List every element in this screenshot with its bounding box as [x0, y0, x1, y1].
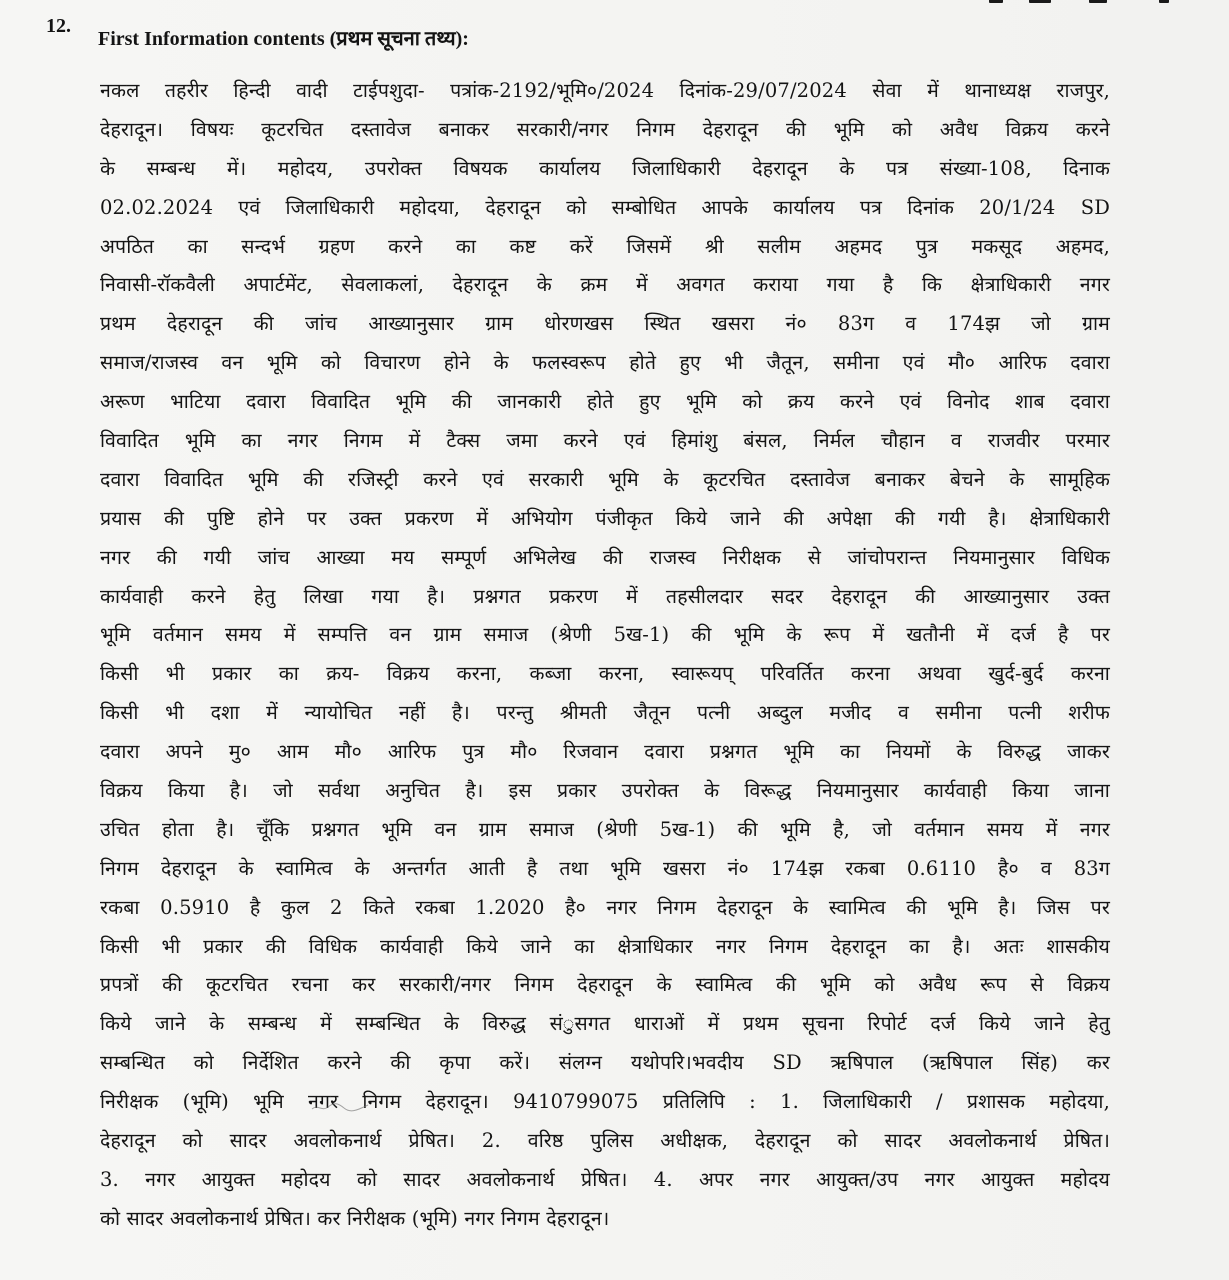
text-line: प्रयास की पुष्टि होने पर उक्त प्रकरण में अभियोग पंजीकृत किये जाने की अपेक्षा की गयी है। क्षेत्राधिकारी: [100, 506, 1110, 530]
text-line: देहरादून। विषयः कूटरचित दस्तावेज बनाकर सरकारी/नगर निगम देहरादून की भूमि को अवैध विक्रय करने: [100, 117, 1110, 141]
text-fragment: [989, 0, 1003, 3]
text-line: 3. नगर आयुक्त महोदय को सादर अवलोकनार्थ प्रेषित। 4. अपर नगर आयुक्त/उप नगर आयुक्त महोदय: [100, 1167, 1110, 1191]
text-line: प्रथम देहरादून की जांच आख्यानुसार ग्राम धोरणखस स्थित खसरा नं० 83ग व 174झ जो ग्राम: [100, 312, 1110, 336]
text-line: समाज/राजस्व वन भूमि को विचारण होने के फलस्वरूप होते हुए भी जैतून, समीना एवं मौ० आरिफ दवारा: [100, 351, 1110, 375]
text-line: 02.02.2024 एवं जिलाधिकारी महोदया, देहरादून को सम्बोधित आपके कार्यालय पत्र दिनांक 20/1/24 SD: [100, 195, 1110, 219]
text-line: सम्बन्धित को निर्देशित करने की कृपा करें। संलग्न यथोपरि।भवदीय SD ऋषिपाल (ऋषिपाल सिंह) कर: [100, 1051, 1110, 1075]
fir-body-text: [100, 72, 1110, 1239]
text-line: उचित होता है। चूँकि प्रश्नगत भूमि वन ग्राम समाज (श्रेणी 5ख-1) की भूमि है, जो वर्तमान समय में नगर: [100, 817, 1110, 841]
text-fragment: [1029, 0, 1051, 3]
text-line: दवारा अपने मु० आम मौ० आरिफ पुत्र मौ० रिजवान दवारा प्रश्नगत भूमि का नियमों के विरुद्ध जाकर: [100, 740, 1110, 764]
section-heading: First Information contents (प्रथम सूचना तथ्य):: [98, 28, 469, 50]
text-line: नगर की गयी जांच आख्या मय सम्पूर्ण अभिलेख की राजस्व निरीक्षक से जांचोपरान्त नियमानुसार विधिक: [100, 545, 1110, 569]
text-line: निगम देहरादून के स्वामित्व के अन्तर्गत आती है तथा भूमि खसरा नं० 174झ रकबा 0.6110 है० व 83ग: [100, 856, 1110, 880]
text-line: देहरादून को सादर अवलोकनार्थ प्रेषित। 2. वरिष्ठ पुलिस अधीक्षक, देहरादून को सादर अवलोकनार्थ प्रेषित।: [100, 1129, 1110, 1153]
text-line: प्रपत्रों की कूटरचित रचना कर सरकारी/नगर निगम देहरादून के स्वामित्व की भूमि को अवैध रूप से विक्रय: [100, 973, 1110, 997]
text-fragment: [1089, 0, 1107, 3]
text-fragment: [1159, 0, 1169, 3]
text-line: अपठित का सन्दर्भ ग्रहण करने का कष्ट करें जिसमें श्री सलीम अहमद पुत्र मकसूद अहमद,: [100, 234, 1110, 258]
text-line: किसी भी प्रकार का क्रय- विक्रय करना, कब्जा करना, स्वारूयप् परिवर्तित करना अथवा खुर्द-बुर्द करना: [100, 662, 1110, 686]
text-line: किये जाने के सम्बन्ध में सम्बन्धित के विरुद्ध संुसगत धाराओं में प्रथम सूचना रिपोर्ट दर्ज किये जाने हेतु: [100, 1012, 1110, 1036]
text-line: निवासी-रॉकवैली अपार्टमेंट, सेवलाकलां, देहरादून के क्रम में अवगत कराया गया है कि क्षेत्राधिकारी नगर: [100, 273, 1110, 297]
text-line: अरूण भाटिया दवारा विवादित भूमि की जानकारी होते हुए भूमि को क्रय करने एवं विनोद शाब दवारा: [100, 390, 1110, 414]
cropped-previous-text: [969, 0, 1209, 6]
text-line: विवादित भूमि का नगर निगम में टैक्स जमा करने एवं हिमांशु बंसल, निर्मल चौहान व राजवीर परमार: [100, 429, 1110, 453]
text-line: किसी भी दशा में न्यायोचित नहीं है। परन्तु श्रीमती जैतून पत्नी अब्दुल मजीद व समीना पत्नी शरीफ: [100, 701, 1110, 725]
section-number: 12.: [46, 15, 71, 37]
text-line: नकल तहरीर हिन्दी वादी टाईपशुदा- पत्रांक-2192/भूमि०/2024 दिनांक-29/07/2024 सेवा में थानाध्यक्ष राजपुर,: [100, 79, 1110, 102]
text-line: भूमि वर्तमान समय में सम्पत्ति वन ग्राम समाज (श्रेणी 5ख-1) की भूमि के रूप में खतौनी में दर्ज है पर: [100, 623, 1110, 647]
text-line: रकबा 0.5910 है कुल 2 किते रकबा 1.2020 है० नगर निगम देहरादून के स्वामित्व की भूमि है। जिस पर: [100, 895, 1110, 919]
text-line: के सम्बन्ध में। महोदय, उपरोक्त विषयक कार्यालय जिलाधिकारी देहरादून के पत्र संख्या-108, दिनाक: [100, 156, 1110, 180]
text-line: किसी भी प्रकार की विधिक कार्यवाही किये जाने का क्षेत्राधिकार नगर निगम देहरादून का है। अतः शासकीय: [100, 934, 1110, 958]
text-line: निरीक्षक (भूमि) भूमि नगर निगम देहरादून। 9410799075 प्रतिलिपि : 1. जिलाधिकारी / प्रशासक महोदया,: [100, 1090, 1110, 1114]
text-line: विक्रय किया है। जो सर्वथा अनुचित है। इस प्रकार उपरोक्त के विरूद्ध नियमानुसार कार्यवाही किया जाना: [100, 779, 1110, 803]
text-line: दवारा विवादित भूमि की रजिस्ट्री करने एवं सरकारी भूमि के कूटरचित दस्तावेज बनाकर बेचने के सामूहिक: [100, 467, 1110, 491]
text-line: कार्यवाही करने हेतु लिखा गया है। प्रश्नगत प्रकरण में तहसीलदार सदर देहरादून की आख्यानुसार उक्त: [100, 584, 1110, 608]
text-line: को सादर अवलोकनार्थ प्रेषित। कर निरीक्षक (भूमि) नगर निगम देहरादून।: [100, 1206, 610, 1230]
pen-scribble-mark: [310, 1100, 370, 1114]
